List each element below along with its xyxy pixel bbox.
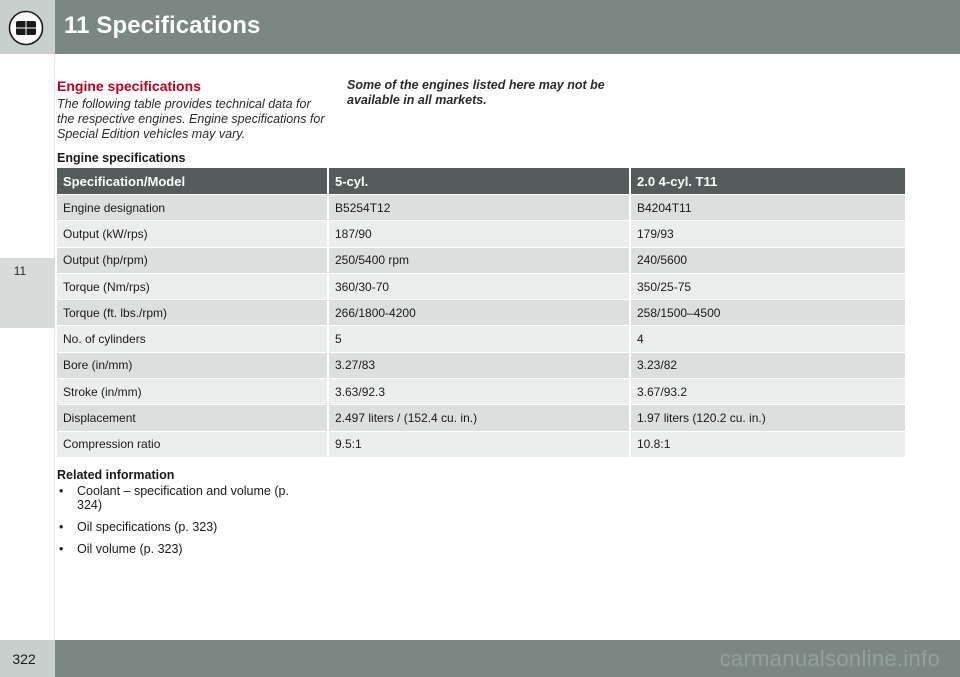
table-row [57, 325, 905, 351]
chapter-badge [0, 0, 55, 54]
page-number: 322 [12, 651, 36, 667]
table-cell: 240/5600 [631, 247, 905, 273]
table-cell: 179/93 [631, 220, 905, 246]
watermark: carmanualsonline.info [719, 646, 940, 671]
column-header: 2.0 4-cyl. T11 [631, 168, 905, 194]
table-cell: 250/5400 rpm [329, 247, 631, 273]
table-cell: 3.27/83 [329, 352, 631, 378]
related-link-oil-specifications[interactable] [57, 520, 302, 534]
column-header: Specification/Model [57, 168, 329, 194]
table-row [57, 220, 905, 246]
market-availability-note: Some of the engines listed here may not be available in all markets. [347, 78, 605, 107]
table-row [57, 247, 905, 273]
table-cell: B5254T12 [329, 194, 631, 220]
table-cell: 360/30-70 [329, 273, 631, 299]
table-cell: 10.8:1 [631, 431, 905, 457]
side-strip [0, 54, 55, 640]
column-header: 5-cyl. [329, 168, 631, 194]
table-cell: Compression ratio [57, 431, 329, 457]
table-cell: Bore (in/mm) [57, 352, 329, 378]
related-link-text: Oil specifications (p. 323) [77, 520, 218, 534]
table-cell: 3.23/82 [631, 352, 905, 378]
bullet-icon: • [59, 520, 64, 534]
table-cell: 187/90 [329, 220, 631, 246]
table-cell: 5 [329, 325, 631, 351]
bullet-icon: • [59, 542, 64, 556]
bullet-icon: • [59, 484, 64, 498]
table-row [57, 273, 905, 299]
related-link-coolant[interactable] [57, 484, 302, 512]
chapter-title: 11 Specifications [64, 12, 261, 39]
table-cell: Output (hp/rpm) [57, 247, 329, 273]
table-row [57, 378, 905, 404]
table-cell: 4 [631, 325, 905, 351]
table-row [57, 352, 905, 378]
table-cell: 266/1800-4200 [329, 299, 631, 325]
table-cell: 350/25-75 [631, 273, 905, 299]
table-cell: 1.97 liters (120.2 cu. in.) [631, 404, 905, 430]
table-cell: Output (kW/rps) [57, 220, 329, 246]
table-cell: Engine designation [57, 194, 329, 220]
table-cell: Torque (Nm/rps) [57, 273, 329, 299]
page-footer [0, 640, 960, 677]
related-links-list [57, 484, 357, 556]
table-row [57, 194, 905, 220]
section-heading: Engine specifications [57, 78, 201, 94]
table-cell: Torque (ft. lbs./rpm) [57, 299, 329, 325]
related-link-text: Oil volume (p. 323) [77, 542, 183, 556]
related-link-text: Coolant – specification and volume (p. 324) [77, 484, 289, 512]
table-cell: Stroke (in/mm) [57, 378, 329, 404]
related-information [57, 468, 357, 564]
table-row [57, 299, 905, 325]
chapter-header [0, 0, 960, 54]
table-title: Engine specifications [57, 151, 186, 165]
table-cell: 258/1500–4500 [631, 299, 905, 325]
table-cell: Displacement [57, 404, 329, 430]
table-cell: 9.5:1 [329, 431, 631, 457]
table-row [57, 404, 905, 430]
table-cell: 3.63/92.3 [329, 378, 631, 404]
table-cell: No. of cylinders [57, 325, 329, 351]
table-row [57, 431, 905, 457]
section-intro: The following table provides technical data for the respective engines. Engine specifications for Special Edition vehicles may vary. [57, 97, 325, 141]
table-header-row [57, 168, 905, 194]
table-cell: 2.497 liters / (152.4 cu. in.) [329, 404, 631, 430]
related-link-oil-volume[interactable] [57, 542, 302, 556]
table-cell: 3.67/93.2 [631, 378, 905, 404]
chapter-specifications-icon [8, 10, 44, 46]
chapter-tab [0, 258, 55, 328]
footer-badge [0, 640, 55, 677]
chapter-tab-label: 11 [13, 264, 27, 278]
table-cell: B4204T11 [631, 194, 905, 220]
related-information-title: Related information [57, 468, 175, 482]
engine-spec-table [57, 168, 905, 457]
